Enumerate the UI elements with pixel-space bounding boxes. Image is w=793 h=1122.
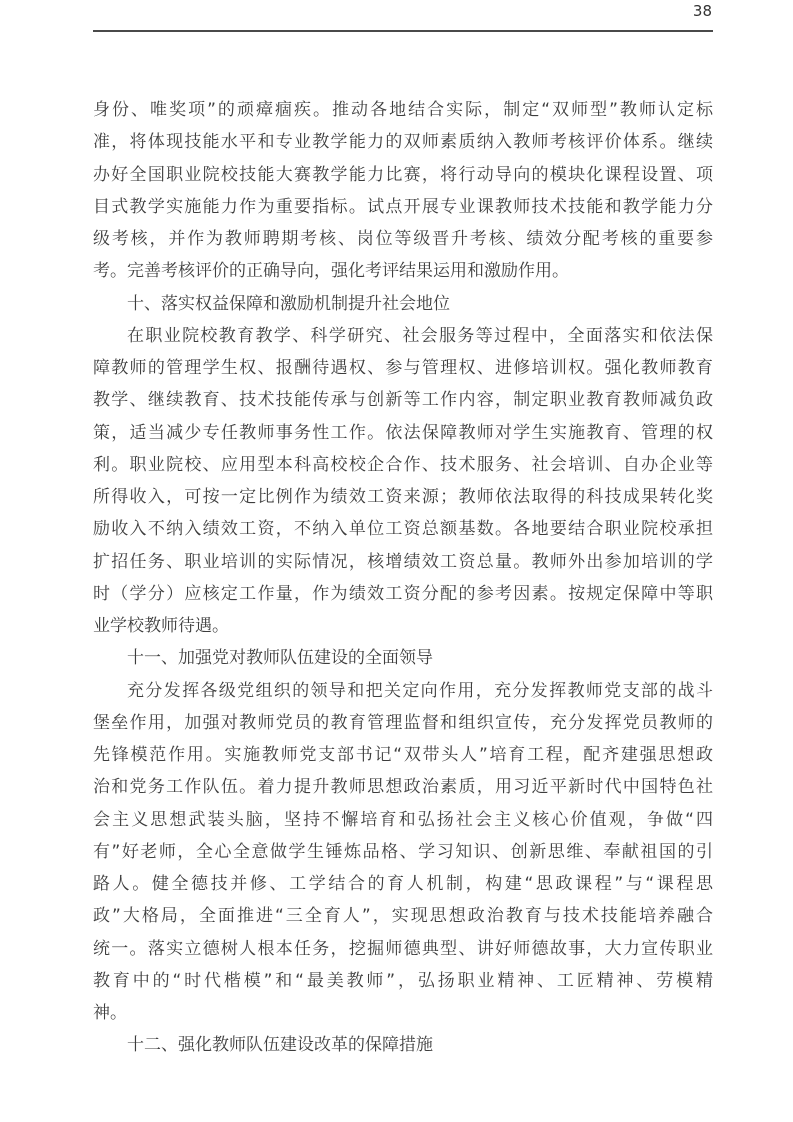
paragraph-line: 堡垒作用，加强对教师党员的教育管理监督和组织宣传，充分发挥党员教师的 [93, 712, 713, 733]
paragraph-line: 考。完善考核评价的正确导向，强化考评结果运用和激励作用。 [93, 261, 569, 282]
paragraph-line: 教学、继续教育、技术技能传承与创新等工作内容，制定职业教育教师减负政 [93, 390, 713, 411]
section-heading: 十、落实权益保障和激励机制提升社会地位 [127, 293, 450, 314]
paragraph-line: 身份、唯奖项”的顽瘴痼疾。推动各地结合实际，制定“双师型”教师认定标 [93, 100, 713, 120]
paragraph-line: 路人。健全德技并修、工学结合的育人机制，构建“思政课程”与“课程思 [93, 874, 713, 894]
header-rule [93, 30, 713, 32]
paragraph-line: 在职业院校教育教学、科学研究、社会服务等过程中，全面落实和依法保 [127, 325, 713, 346]
paragraph-line: 治和党务工作队伍。着力提升教师思想政治素质，用习近平新时代中国特色社 [93, 777, 713, 798]
paragraph-line: 励收入不纳入绩效工资，不纳入单位工资总额基数。各地要结合职业院校承担 [93, 519, 713, 540]
section-heading: 十一、加强党对教师队伍建设的全面领导 [127, 648, 433, 669]
paragraph-line: 障教师的管理学生权、报酬待遇权、参与管理权、进修培训权。强化教师教育 [93, 358, 713, 378]
paragraph-line: 教育中的“时代楷模”和“最美教师”，弘扬职业精神、工匠精神、劳模精 [93, 970, 713, 991]
paragraph-line: 目式教学实施能力作为重要指标。试点开展专业课教师技术技能和教学能力分 [93, 196, 713, 217]
paragraph-line: 充分发挥各级党组织的领导和把关定向作用，充分发挥教师党支部的战斗 [127, 680, 713, 701]
paragraph-line: 策，适当减少专任教师事务性工作。依法保障教师对学生实施教育、管理的权 [93, 422, 713, 443]
paragraph-line: 先锋模范作用。实施教师党支部书记“双带头人”培育工程，配齐建强思想政 [93, 745, 713, 765]
document-body [93, 94, 713, 1062]
paragraph-line: 统一。落实立德树人根本任务，挖掘师德典型、讲好师德故事，大力宣传职业 [93, 938, 713, 959]
paragraph-line: 神。 [93, 1003, 127, 1023]
paragraph-line: 办好全国职业院校技能大赛教学能力比赛，将行动导向的模块化课程设置、项 [93, 164, 713, 185]
paragraph-line: 会主义思想武装头脑，坚持不懈培育和弘扬社会主义核心价值观，争做“四 [93, 809, 713, 830]
paragraph-line: 利。职业院校、应用型本科高校校企合作、技术服务、社会培训、自办企业等 [93, 454, 713, 475]
paragraph-line: 所得收入，可按一定比例作为绩效工资来源；教师依法取得的科技成果转化奖 [93, 487, 713, 507]
paragraph-line: 业学校教师待遇。 [93, 616, 229, 636]
paragraph-line: 政”大格局，全面推进“三全育人”，实现思想政治教育与技术技能培养融合 [93, 906, 713, 927]
paragraph-line: 有”好老师，全心全意做学生锤炼品格、学习知识、创新思维、奉献祖国的引 [93, 841, 713, 862]
paragraph-line: 时（学分）应核定工作量，作为绩效工资分配的参考因素。按规定保障中等职 [93, 583, 713, 604]
paragraph-line: 扩招任务、职业培训的实际情况，核增绩效工资总量。教师外出参加培训的学 [93, 551, 713, 572]
page-number: 38 [692, 2, 712, 20]
section-heading: 十二、强化教师队伍建设改革的保障措施 [127, 1035, 433, 1056]
paragraph-line: 准，将体现技能水平和专业教学能力的双师素质纳入教师考核评价体系。继续 [93, 132, 713, 153]
paragraph-line: 级考核，并作为教师聘期考核、岗位等级晋升考核、绩效分配考核的重要参 [93, 229, 713, 249]
